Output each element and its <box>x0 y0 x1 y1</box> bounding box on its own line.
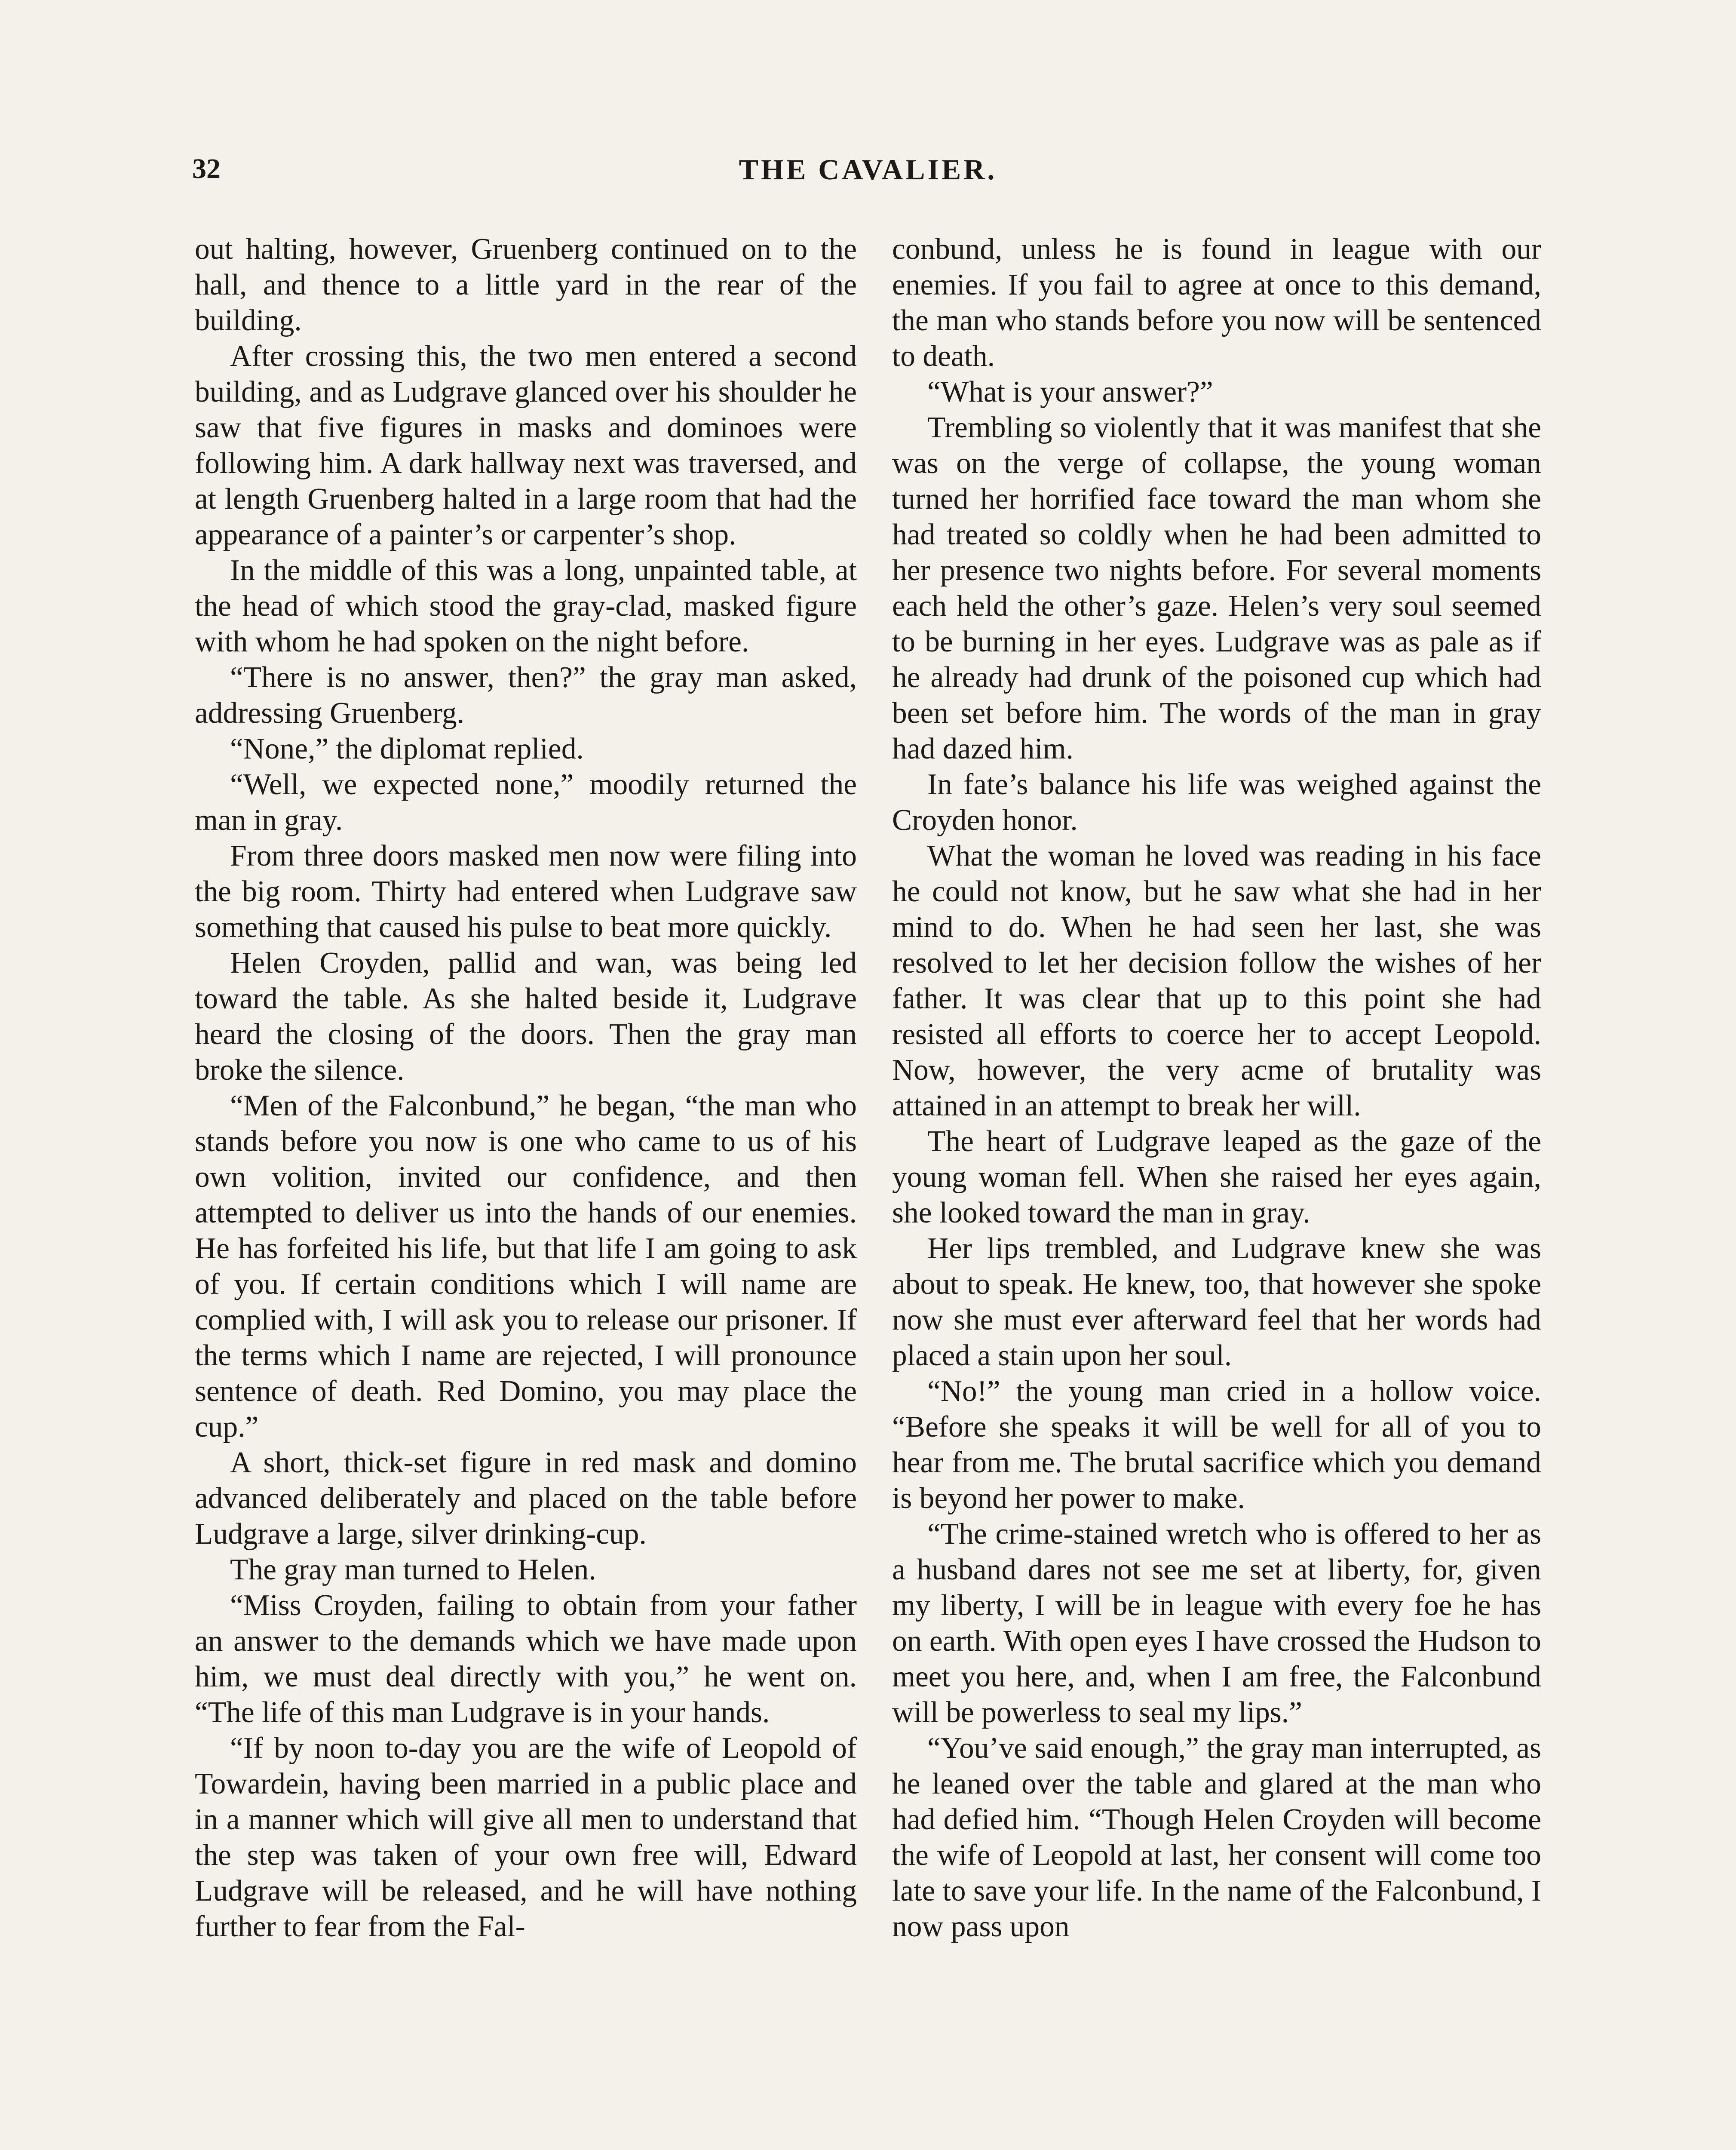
left-column <box>195 231 857 1944</box>
paragraph: Helen Croyden, pallid and wan, was being led toward the table. As she halted beside it, Ludgrave heard the closing of the doors. Then the gray man broke the silence. <box>195 946 857 1087</box>
right-column <box>892 231 1541 1944</box>
paragraph: Her lips trembled, and Ludgrave knew she was about to speak. He knew, too, that however she spoke now she must ever afterward feel that her words had placed a stain upon her soul. <box>892 1232 1541 1372</box>
paragraph: “Men of the Falconbund,” he began, “the man who stands before you now is one who came to us of his own volition, invited our confidence, and then attempted to deliver us into the hands of our enemies. He has forfeited his life, but that life I am going to ask of you. If certain conditions which I will name are complied with, I will ask you to release our prisoner. If the terms which I name are rejected, I will pronounce sentence of death. Red Domino, you may place the cup.” <box>195 1089 857 1444</box>
paragraph: “Well, we expected none,” moodily returned the man in gray. <box>195 768 857 837</box>
paragraph: “None,” the diplomat replied. <box>230 732 584 765</box>
paragraph: After crossing this, the two men entered a second building, and as Ludgrave glanced over his shoulder he saw that five figures in masks and dominoes were following him. A dark hallway next was traversed, and at length Gruenberg halted in a large room that had the appearance of a painter’s or carpenter’s shop. <box>195 340 857 551</box>
paragraph: “What is your answer?” <box>927 375 1213 408</box>
paragraph: In fate’s balance his life was weighed against the Croyden honor. <box>892 768 1541 837</box>
paragraph: conbund, unless he is found in league with our enemies. If you fail to agree at once to this demand, the man who stands before you now will be sentenced to death. <box>892 233 1541 373</box>
paragraph: out halting, however, Gruenberg continued on to the hall, and thence to a little yard in the rear of the building. <box>195 233 857 337</box>
paragraph: The heart of Ludgrave leaped as the gaze of the young woman fell. When she raised her eyes again, she looked toward the man in gray. <box>892 1125 1541 1229</box>
paragraph: Trembling so violently that it was manifest that she was on the verge of collapse, the young woman turned her horrified face toward the man whom she had treated so coldly when he had been admitted to her presence two nights before. For several moments each held the other’s gaze. Helen’s very soul seemed to be burning in her eyes. Ludgrave was as pale as if he already had drunk of the poisoned cup which had been set before him. The words of the man in gray had dazed him. <box>892 411 1541 765</box>
paragraph: “Miss Croyden, failing to obtain from your father an answer to the demands which we have made upon him, we must deal directly with you,” he went on. “The life of this man Ludgrave is in your hands. <box>195 1589 857 1729</box>
paragraph: The gray man turned to Helen. <box>230 1553 596 1586</box>
paragraph: From three doors masked men now were filing into the big room. Thirty had entered when Ludgrave saw something that caused his pulse to beat more quickly. <box>195 839 857 944</box>
paragraph: “There is no answer, then?” the gray man asked, addressing Gruenberg. <box>195 661 857 730</box>
paragraph: In the middle of this was a long, unpainted table, at the head of which stood the gray-clad, masked figure with whom he had spoken on the night before. <box>195 554 857 658</box>
paragraph: “The crime-stained wretch who is offered to her as a husband dares not see me set at liberty, for, given my liberty, I will be in league with every foe he has on earth. With open eyes I have crossed the Hudson to meet you here, and, when I am free, the Falconbund will be powerless to seal my lips.” <box>892 1517 1541 1729</box>
paragraph: What the woman he loved was reading in his face he could not know, but he saw what she had in her mind to do. When he had seen her last, she was resolved to let her decision follow the wishes of her father. It was clear that up to this point she had resisted all efforts to coerce her to accept Leopold. Now, however, the very acme of brutality was attained in an attempt to break her will. <box>892 839 1541 1122</box>
paragraph: A short, thick-set figure in red mask and domino advanced deliberately and placed on the table before Ludgrave a large, silver drinking-cup. <box>195 1446 857 1551</box>
paragraph: “No!” the young man cried in a hollow voice. “Before she speaks it will be well for all of you to hear from me. The brutal sacrifice which you demand is beyond her power to make. <box>892 1375 1541 1515</box>
page-number: 32 <box>192 153 221 184</box>
paragraph: “You’ve said enough,” the gray man interrupted, as he leaned over the table and glared at the man who had defied him. “Though Helen Croyden will become the wife of Leopold at last, her consent will come too late to save your life. In the name of the Falconbund, I now pass upon <box>892 1732 1541 1943</box>
running-title: THE CAVALIER. <box>739 153 997 186</box>
paragraph: “If by noon to-day you are the wife of Leopold of Towardein, having been married in a public place and in a manner which will give all men to understand that the step was taken of your own free will, Edward Ludgrave will be released, and he will have nothing further to fear from the Fal- <box>195 1732 857 1943</box>
